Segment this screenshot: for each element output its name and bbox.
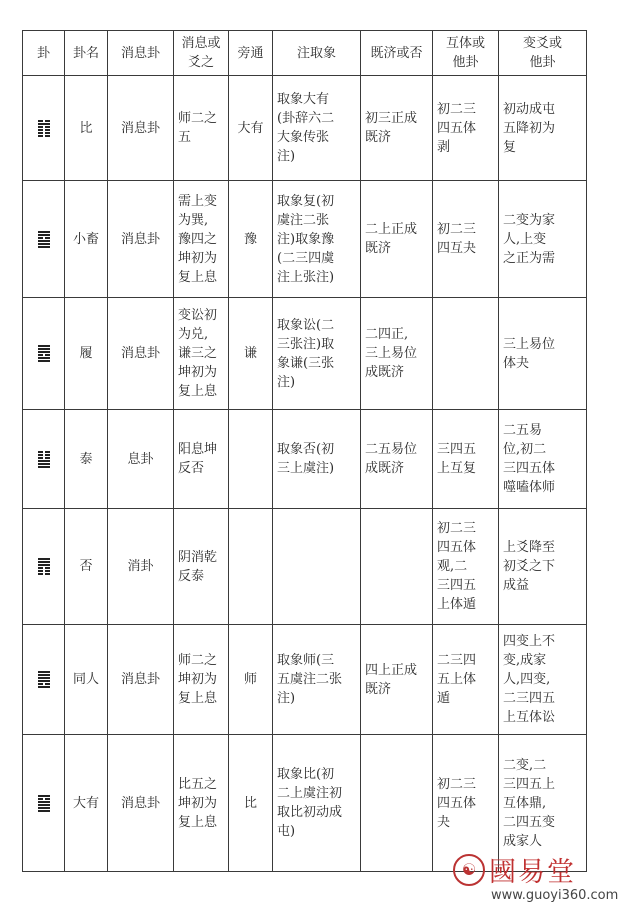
gua-name: 大有 (65, 735, 108, 872)
yin-line (38, 354, 50, 356)
xiaoxi-cell: 消息卦 (108, 181, 174, 298)
yang-line (38, 463, 50, 465)
huti-cell: 二三四 五上体 遁 (433, 625, 499, 735)
yang-line (38, 246, 50, 248)
yang-line (38, 240, 50, 242)
header-bianyao: 变爻或 他卦 (499, 31, 587, 76)
huti-cell: 初二三 四互夬 (433, 181, 499, 298)
quxiang-cell: 取象复(初 虞注二张 注)取象豫 (二三四虞 注上张注) (273, 181, 361, 298)
huti-cell: 三四五 上互复 (433, 410, 499, 509)
yang-line (38, 466, 50, 468)
pangtong-cell (229, 509, 273, 625)
yin-line (38, 126, 50, 128)
quxiang-cell (273, 509, 361, 625)
xiaoxi-cell: 消息卦 (108, 735, 174, 872)
yang-line (38, 564, 50, 566)
gua-name: 同人 (65, 625, 108, 735)
header-yaozhi: 消息或 爻之 (174, 31, 229, 76)
yang-line (38, 677, 50, 679)
bianyao-cell: 三上易位 体夬 (499, 298, 587, 410)
yin-line (38, 457, 50, 459)
jiji-cell: 四上正成 既济 (361, 625, 433, 735)
yaozhi-cell: 师二之 五 (174, 76, 229, 181)
header-gua: 卦 (23, 31, 65, 76)
bianyao-cell: 二五易 位,初二 三四五体 噬嗑体师 (499, 410, 587, 509)
yang-line (38, 460, 50, 462)
pangtong-cell (229, 410, 273, 509)
hexagram-icon (38, 670, 50, 689)
pangtong-cell: 大有 (229, 76, 273, 181)
table-row (23, 625, 587, 735)
yin-line (38, 573, 50, 575)
pangtong-cell: 比 (229, 735, 273, 872)
yin-line (38, 451, 50, 453)
jiji-cell: 二上正成 既济 (361, 181, 433, 298)
yang-line (38, 810, 50, 812)
yang-line (38, 804, 50, 806)
quxiang-cell: 取象师(三 五虞注二张 注) (273, 625, 361, 735)
yang-line (38, 801, 50, 803)
yang-line (38, 674, 50, 676)
bianyao-cell: 四变上不 变,成家 人,四变, 二三四五 上互体讼 (499, 625, 587, 735)
bianyao-cell: 二变,二 三四五上 互体鼎, 二四五变 成家人 (499, 735, 587, 872)
hexagram-table (22, 30, 587, 872)
table-row (23, 298, 587, 410)
yang-line (38, 348, 50, 350)
hexagram-icon (38, 230, 50, 249)
hexagram-cell (23, 509, 65, 625)
table-row (23, 181, 587, 298)
gua-name: 小畜 (65, 181, 108, 298)
yin-line (38, 798, 50, 800)
jiji-cell: 初三正成 既济 (361, 76, 433, 181)
xiaoxi-cell: 消息卦 (108, 298, 174, 410)
yin-line (38, 237, 50, 239)
hexagram-cell (23, 735, 65, 872)
yang-line (38, 243, 50, 245)
yang-line (38, 123, 50, 125)
jiji-cell: 二五易位 成既济 (361, 410, 433, 509)
hexagram-cell (23, 298, 65, 410)
hexagram-icon (38, 450, 50, 469)
gua-name: 否 (65, 509, 108, 625)
header-xiaoxi: 消息卦 (108, 31, 174, 76)
yaozhi-cell: 阳息坤 反否 (174, 410, 229, 509)
huti-cell: 初二三 四五体 剥 (433, 76, 499, 181)
gua-name: 泰 (65, 410, 108, 509)
watermark-url: www.guoyi360.com (491, 888, 618, 903)
watermark (453, 850, 618, 908)
hexagram-icon (38, 794, 50, 813)
header-huti: 互体或 他卦 (433, 31, 499, 76)
yin-line (38, 135, 50, 137)
yin-line (38, 120, 50, 122)
yin-line (38, 132, 50, 134)
quxiang-cell: 取象大有 (卦辞六二 大象传张 注) (273, 76, 361, 181)
yin-line (38, 570, 50, 572)
huti-cell (433, 298, 499, 410)
yaozhi-cell: 阴消乾 反泰 (174, 509, 229, 625)
header-jiji: 既济或否 (361, 31, 433, 76)
hexagram-icon (38, 344, 50, 363)
pangtong-cell: 豫 (229, 181, 273, 298)
yaozhi-cell: 变讼初 为兑, 谦三之 坤初为 复上息 (174, 298, 229, 410)
watermark-brand: 國易堂 (489, 857, 576, 888)
yin-line (38, 567, 50, 569)
pangtong-cell: 谦 (229, 298, 273, 410)
yin-line (38, 683, 50, 685)
yang-line (38, 231, 50, 233)
table-row (23, 76, 587, 181)
quxiang-cell: 取象否(初 三上虞注) (273, 410, 361, 509)
table-header-row (23, 31, 587, 76)
yang-line (38, 561, 50, 563)
yaozhi-cell: 师二之 坤初为 复上息 (174, 625, 229, 735)
yang-line (38, 351, 50, 353)
bianyao-cell: 初动成屯 五降初为 复 (499, 76, 587, 181)
xiaoxi-cell: 消卦 (108, 509, 174, 625)
jiji-cell: 二四正, 三上易位 成既济 (361, 298, 433, 410)
table-row (23, 509, 587, 625)
yang-line (38, 345, 50, 347)
bianyao-cell: 二变为家 人,上变 之正为需 (499, 181, 587, 298)
jiji-cell (361, 735, 433, 872)
hexagram-cell (23, 181, 65, 298)
hexagram-cell (23, 625, 65, 735)
xiaoxi-cell: 消息卦 (108, 625, 174, 735)
table-row (23, 410, 587, 509)
huti-cell: 初二三 四五体 观,二 三四五 上体遁 (433, 509, 499, 625)
yin-line (38, 129, 50, 131)
hexagram-icon (38, 119, 50, 138)
header-gua-name: 卦名 (65, 31, 108, 76)
pangtong-cell: 师 (229, 625, 273, 735)
header-quxiang: 注取象 (273, 31, 361, 76)
yang-line (38, 558, 50, 560)
xiaoxi-cell: 消息卦 (108, 76, 174, 181)
bianyao-cell: 上爻降至 初爻之下 成益 (499, 509, 587, 625)
yaozhi-cell: 比五之 坤初为 复上息 (174, 735, 229, 872)
quxiang-cell: 取象讼(二 三张注)取 象谦(三张 注) (273, 298, 361, 410)
yin-line (38, 454, 50, 456)
huti-cell: 初二三 四五体 夬 (433, 735, 499, 872)
yang-line (38, 360, 50, 362)
hexagram-cell (23, 410, 65, 509)
header-pangtong: 旁通 (229, 31, 273, 76)
jiji-cell (361, 509, 433, 625)
taiji-icon: ☯ (453, 854, 485, 886)
quxiang-cell: 取象比(初 二上虞注初 取比初动成 屯) (273, 735, 361, 872)
yang-line (38, 807, 50, 809)
yang-line (38, 686, 50, 688)
gua-name: 履 (65, 298, 108, 410)
yang-line (38, 795, 50, 797)
yang-line (38, 671, 50, 673)
hexagram-icon (38, 557, 50, 576)
xiaoxi-cell: 息卦 (108, 410, 174, 509)
yang-line (38, 234, 50, 236)
hexagram-cell (23, 76, 65, 181)
gua-name: 比 (65, 76, 108, 181)
yaozhi-cell: 需上变 为巽, 豫四之 坤初为 复上息 (174, 181, 229, 298)
yang-line (38, 680, 50, 682)
yang-line (38, 357, 50, 359)
